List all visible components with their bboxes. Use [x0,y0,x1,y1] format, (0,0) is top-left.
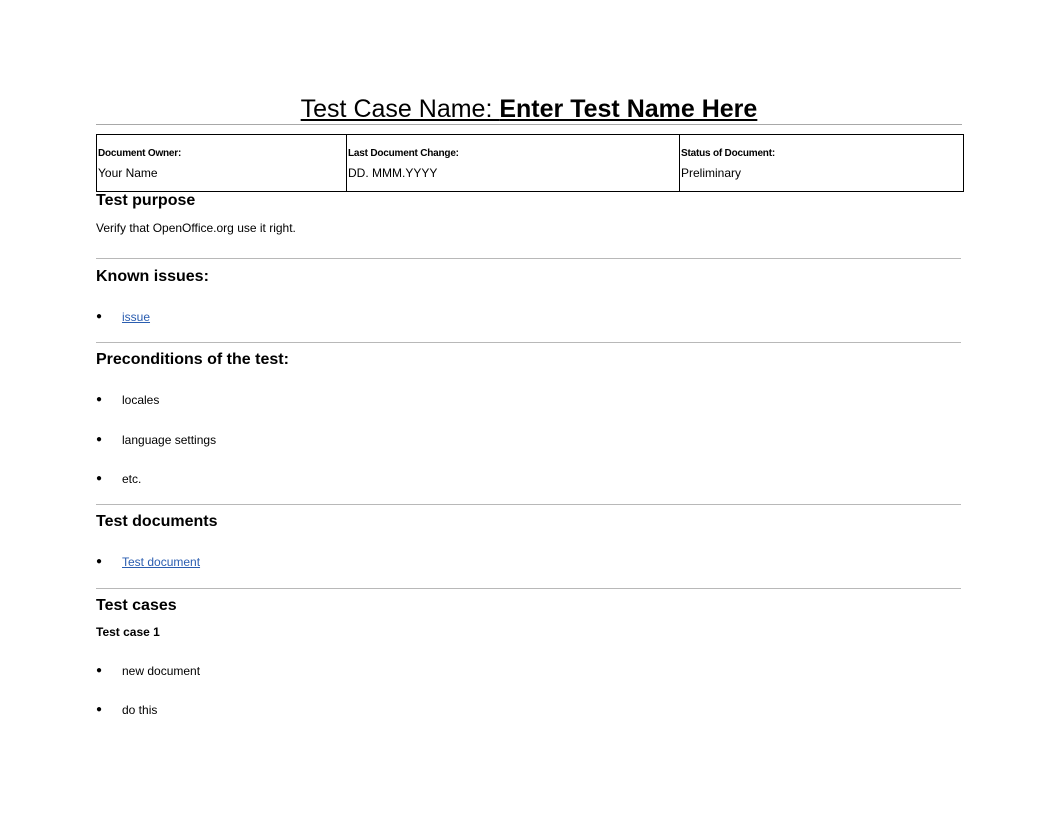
section-divider [96,588,961,589]
list-item-text: language settings [122,433,217,447]
list-item-text: etc. [122,472,142,486]
status-cell [680,135,964,192]
bullet-icon: ● [96,434,103,445]
document-meta-table [96,134,964,192]
owner-label: Document Owner: [98,148,182,159]
last-change-label: Last Document Change: [348,148,459,159]
section-divider [96,504,961,505]
list-item-text: do this [122,703,158,717]
test-name: Enter Test Name Here [499,95,758,123]
test-purpose-text: Verify that OpenOffice.org use it right. [96,221,296,235]
test-cases-heading: Test cases [96,597,177,614]
section-divider [96,342,961,343]
title-prefix: Test Case Name: [300,95,500,123]
title-divider [96,124,962,125]
owner-value: Your Name [98,166,158,180]
status-label: Status of Document: [681,148,775,159]
list-item-text: locales [122,393,160,407]
issue-link[interactable]: issue [122,310,151,324]
document-page [96,0,962,816]
document-title [96,94,962,124]
status-value: Preliminary [681,166,742,180]
last-change-value: DD. MMM.YYYY [348,166,438,180]
bullet-icon: ● [96,394,103,405]
test-documents-heading: Test documents [96,513,218,530]
bullet-icon: ● [96,665,103,676]
bullet-icon: ● [96,704,103,715]
test-document-link[interactable]: Test document [122,555,201,569]
preconditions-heading: Preconditions of the test: [96,351,289,368]
bullet-icon: ● [96,556,103,567]
bullet-icon: ● [96,473,103,484]
bullet-icon: ● [96,311,103,322]
test-case-title: Test case 1 [96,625,160,639]
known-issues-heading: Known issues: [96,268,209,285]
owner-cell [97,135,347,192]
section-divider [96,258,961,259]
last-change-cell [347,135,680,192]
test-purpose-heading: Test purpose [96,192,196,209]
list-item-text: new document [122,664,201,678]
